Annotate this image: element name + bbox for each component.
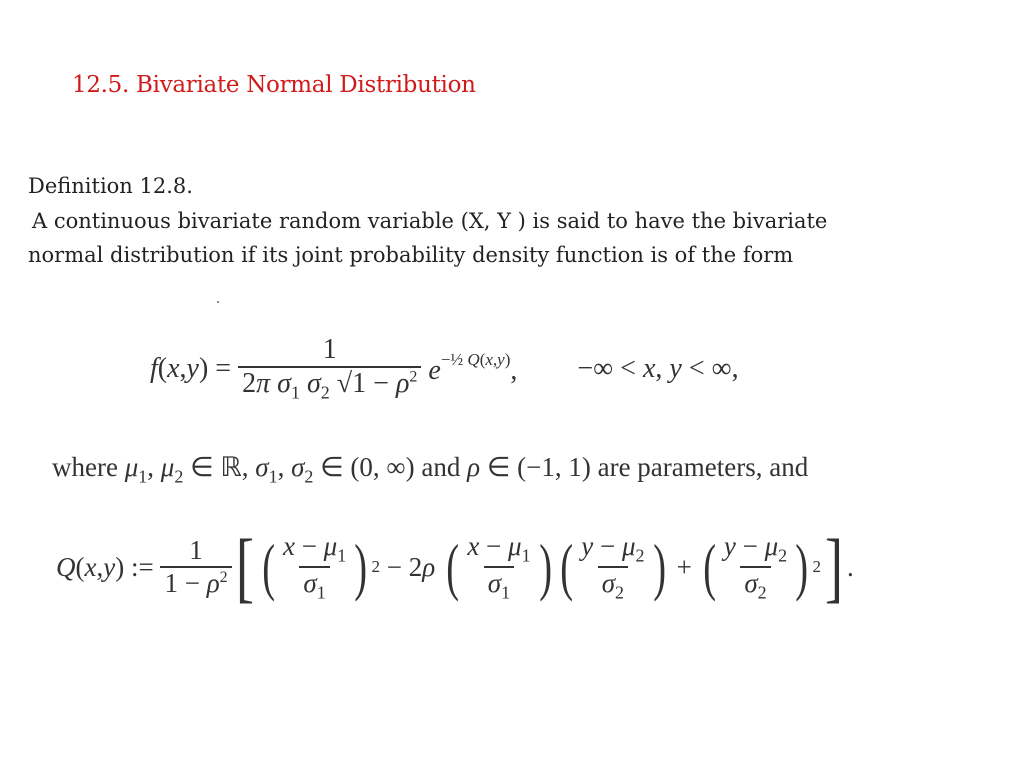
parameter-description: where $\mu_1$, $\mu_2$ ∈ ℝ, $\sigma_1$, $\sigma_2$ ∈ (0, ∞) and ρ ∈ (−1, 1) are parameters, and <box>52 452 809 487</box>
stray-dot <box>217 301 219 303</box>
definition-text-line-1: A continuous bivariate random variable (X, Y ) is said to have the bivariate <box>32 209 828 233</box>
quadratic-form-equation: Q ( x , y ) := $\frac{1}{1 - \rho^2}$ [ ( $\frac{x - \mu_1}{\sigma_1}$ ) 2 − 2 ρ ( $\frac{x - \mu_1}{\sigma_1}$ ) ( $\frac{y - \mu_2}{\sigma_2}$ ) + ( $\frac{y - \mu_2}{\sigma_2}$ ) 2 ] . <box>56 523 854 610</box>
section-title: 12.5. Bivariate Normal Distribution <box>72 72 476 98</box>
density-fraction: $\frac{1}{2\pi \sigma_1 \sigma_2 √1 - \rho^2}$ <box>238 334 421 404</box>
definition-heading: Definition 12.8. <box>28 174 193 198</box>
definition-text-line-2: normal distribution if its joint probability density function is of the form <box>28 243 794 267</box>
density-equation: f ( x , y ) = $\frac{1}{2\pi \sigma_1 \sigma_2 √1 - \rho^2}$ $e^{-\frac{1}{2} Q(x,y)}$, −∞ < x, y < ∞, <box>150 334 739 403</box>
